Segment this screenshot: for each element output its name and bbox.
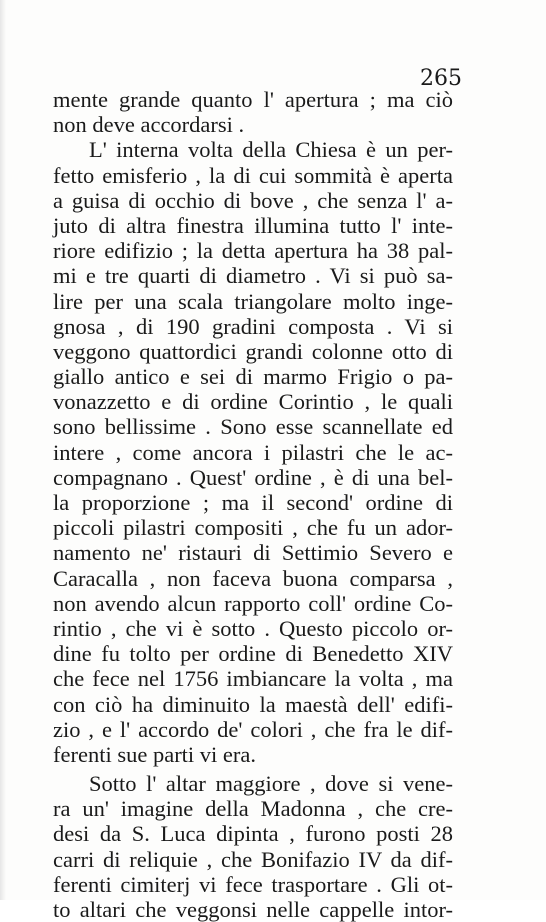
text-line: rintio , che vi è sotto . Questo piccolo or- (53, 615, 453, 641)
text-line: la proporzione ; ma il second' ordine di (53, 490, 453, 515)
text-line: a guisa di occhio di bove , che senza l' a- (53, 187, 453, 213)
text-line: non avendo alcun rapporto coll' ordine Co- (53, 590, 453, 616)
text-line: Sotto l' altar maggiore , dove si vene- (89, 771, 453, 797)
text-line: piccoli pilastri compositi , che fu un ador- (53, 515, 453, 541)
text-line: ra un' imagine della Madonna , che cre- (53, 796, 453, 822)
text-line: mi e tre quarti di diametro . Vi si può sa- (53, 263, 453, 289)
text-line: mente grande quanto l' apertura ; ma ciò (53, 87, 453, 112)
text-line: zio , e l' accordo de' colori , che fra le dif- (53, 716, 453, 742)
text-line: intere , come ancora i pilastri che le ac- (53, 439, 453, 465)
page-edge-shadow (0, 0, 6, 900)
body-text (53, 87, 453, 922)
text-line: fetto emisferio , la di cui sommità è aperta (53, 162, 453, 188)
text-line: lire per una scala triangolare molto inge- (53, 288, 453, 314)
text-line: riore edifizio ; la detta apertura ha 38 pal- (53, 238, 453, 264)
text-line: gnosa , di 190 gradini composta . Vi si (53, 313, 453, 339)
text-line: namento ne' ristauri di Settimio Severo e (53, 540, 453, 566)
text-line: Caracalla , non faceva buona comparsa , (53, 565, 453, 591)
text-line: L' interna volta della Chiesa è un per- (89, 137, 453, 163)
text-line: dine fu tolto per ordine di Benedetto XIV (53, 641, 453, 667)
text-line: compagnano . Quest' ordine , è di una bel- (53, 464, 453, 490)
text-line: desi da S. Luca dipinta , furono posti 28 (53, 821, 453, 847)
paragraph (53, 771, 453, 922)
text-line: juto di altra finestra illumina tutto l' inte- (53, 212, 453, 238)
page-number: 265 (420, 66, 462, 91)
text-line: sono bellissime . Sono esse scannellate ed (53, 414, 453, 440)
text-line: veggono quattordici grandi colonne otto di (53, 338, 453, 364)
text-line: non deve accordarsi . (53, 112, 245, 138)
paragraph (53, 87, 453, 137)
text-line: ferenti sue parti vi era. (53, 741, 257, 767)
text-line: che fece nel 1756 imbiancare la volta , ma (53, 666, 453, 692)
text-line: con ciò ha diminuito la maestà dell' edifi- (53, 691, 453, 717)
text-line: ferenti cimiterj vi fece trasportare . Gli ot- (53, 871, 453, 897)
text-line: vonazzetto e di ordine Corintio , le quali (53, 389, 453, 415)
text-line: carri di reliquie , che Bonifazio IV da dif- (53, 846, 453, 872)
paragraph (53, 137, 453, 767)
text-line: giallo antico e sei di marmo Frigio o pa- (53, 364, 453, 390)
text-line: to altari che veggonsi nelle cappelle intor- (53, 897, 453, 922)
